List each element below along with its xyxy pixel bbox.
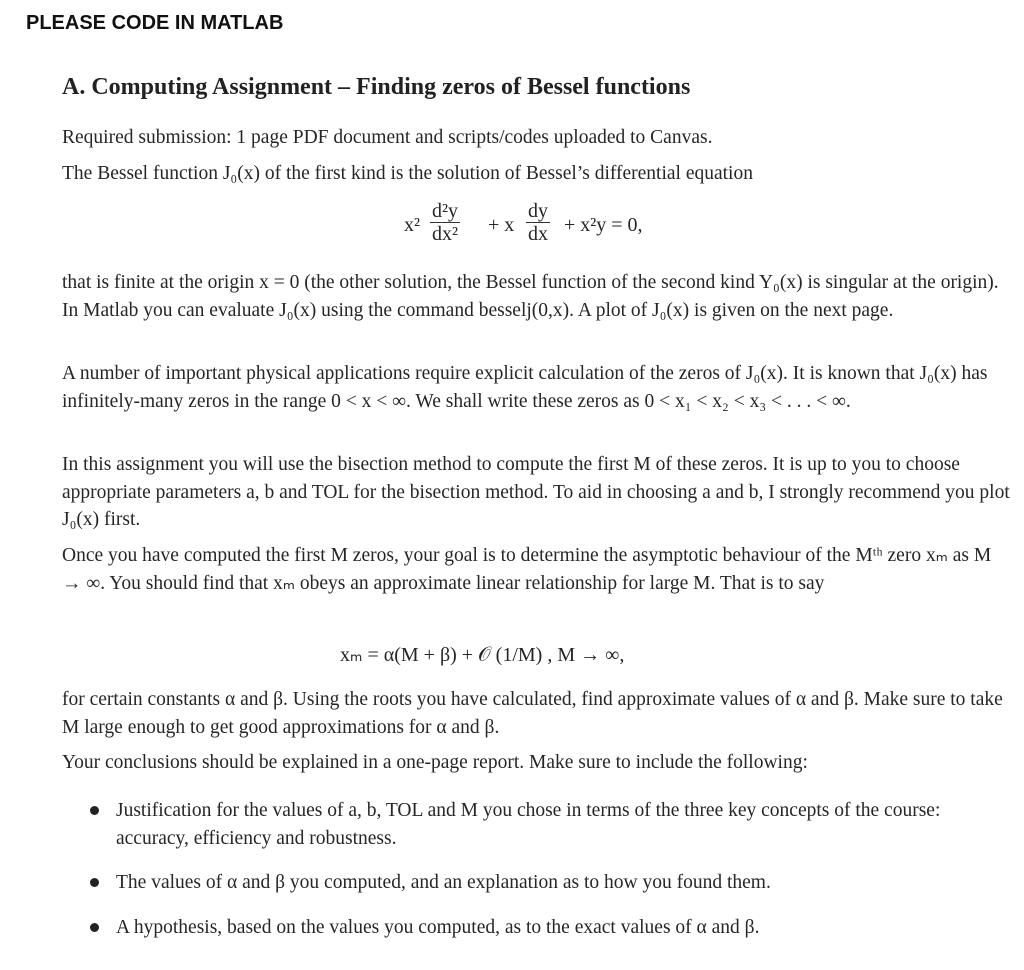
list-item-text: Justification for the values of a, b, TOL and M you chose in terms of the three key concepts of the course: accuracy, efficiency and robustness. xyxy=(116,800,941,849)
paragraph-conclusions: Your conclusions should be explained in a one-page report. Make sure to include the following: xyxy=(62,752,808,773)
eq-fraction-second-derivative xyxy=(430,200,460,245)
eq-fraction-first-derivative xyxy=(526,200,550,245)
list-item xyxy=(88,914,1013,942)
bullet-icon xyxy=(90,878,99,887)
paragraph-zeros: A number of important physical applications require explicit calculation of the zeros of J₀(x). It is known that J₀(x) has infinitely-many zeros in the range 0 < x < ∞. We shall write these zeros as 0 < x₁ < x₂ < x₃ < . . . < ∞. xyxy=(62,363,988,412)
list-item-text: A hypothesis, based on the values you computed, as to the exact values of α and β. xyxy=(116,916,760,938)
paragraph-intro: The Bessel function J₀(x) of the first kind is the solution of Bessel’s differential equation xyxy=(62,163,753,184)
asymptotic-equation: xₘ = α(M + β) + 𝒪 (1/M) , M → ∞, xyxy=(340,644,625,666)
bullet-icon xyxy=(90,806,99,815)
bessel-equation xyxy=(404,198,744,254)
section-title: A. Computing Assignment – Finding zeros of Bessel functions xyxy=(62,74,691,100)
eq-plus-x: + x xyxy=(488,214,515,236)
eq-num1: d²y xyxy=(432,200,458,222)
eq-num2: dy xyxy=(528,200,548,222)
list-item xyxy=(88,869,1013,897)
paragraph-bisection: In this assignment you will use the bisection method to compute the first M of these zeros. It is up to you to choose appropriate parameters a, b and TOL for the bisection method. To aid in choosing a and b, I strongly recommend you plot J₀(x) first. xyxy=(62,454,1010,530)
paragraph-asymptotic: Once you have computed the first M zeros, your goal is to determine the asymptotic behaviour of the Mᵗʰ zero xₘ as M → ∞. You should find that xₘ obeys an approximate linear relationship for large M. That is to say xyxy=(62,545,992,594)
page-header: PLEASE CODE IN MATLAB xyxy=(26,12,284,34)
eq-x-squared: x² xyxy=(404,214,420,236)
paragraph-finite-origin: that is finite at the origin x = 0 (the other solution, the Bessel function of the second kind Y₀(x) is singular at the origin). In Matlab you can evaluate J₀(x) using the command besselj(0,x). A plot of J₀(x) is given on the next page. xyxy=(62,272,999,321)
eq-den2: dx xyxy=(528,223,548,245)
eq-tail: + x²y = 0, xyxy=(564,214,643,236)
paragraph-submission: Required submission: 1 page PDF document and scripts/codes uploaded to Canvas. xyxy=(62,127,713,148)
eq-den1: dx² xyxy=(432,223,458,245)
list-item xyxy=(88,797,1013,852)
bullet-icon xyxy=(90,923,99,932)
requirements-list xyxy=(88,797,1013,958)
paragraph-constants: for certain constants α and β. Using the roots you have calculated, find approximate values of α and β. Make sure to take M large enough to get good approximations for α and β. xyxy=(62,689,1003,738)
list-item-text: The values of α and β you computed, and an explanation as to how you found them. xyxy=(116,872,771,893)
